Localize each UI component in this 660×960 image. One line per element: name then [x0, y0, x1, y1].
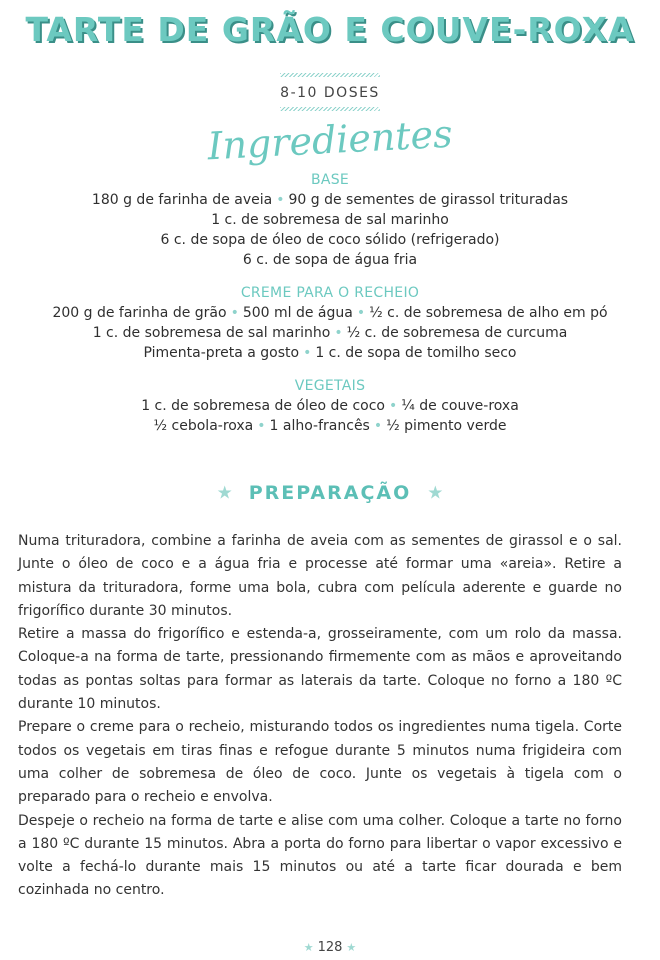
ingredient-item: 1 c. de sopa de tomilho seco	[315, 345, 517, 361]
dot-separator: •	[373, 418, 383, 434]
section-label-base: BASE	[310, 172, 350, 188]
ingredient-line	[0, 398, 660, 414]
dot-separator: •	[334, 325, 343, 341]
ingredient-line	[0, 418, 660, 434]
ingredient-line	[0, 252, 660, 268]
ingredient-item: ½ pimento verde	[386, 418, 507, 434]
ingredient-item: 200 g de farinha de grão	[52, 305, 227, 321]
ingredient-item: ¼ de couve-roxa	[401, 398, 519, 414]
star-icon: ★	[303, 941, 314, 954]
step-paragraph: Numa trituradora, combine a farinha de aveia com as sementes de girassol e o sal. Junte o óleo de coco e a água fria e processe até formar uma «areia». Retire a mistura da trituradora, forme uma bola, cubra com película aderente e guarde no frigorífico durante 30 minutos.	[18, 533, 622, 619]
ingredient-item: 90 g de sementes de girassol trituradas	[288, 192, 569, 208]
star-icon: ★	[346, 941, 357, 954]
preparation-heading: PREPARAÇÃO	[248, 482, 412, 504]
step-paragraph: Despeje o recheio na forma de tarte e alise com uma colher. Coloque a tarte no forno a 180 ºC durante 15 minutos. Abra a porta do forno para libertar o vapor excessivo e volte a fechá-lo durante mais 15 minutos ou até a tarte ficar dourada e bem cozinhada no centro.	[18, 812, 622, 899]
ingredient-line	[0, 325, 660, 341]
ingredients-heading: Ingredientes	[206, 111, 454, 169]
page-footer	[0, 940, 660, 955]
step-paragraph: Retire a massa do frigorífico e estenda-a, grosseiramente, com um rolo da massa. Coloque-a na forma de tarte, pressionando firmemente com as mãos e aproveitando todas as pontas soltas para formar as laterais da tarte. Coloque no forno a 180 ºC durante 10 minutos.	[18, 626, 622, 713]
ingredient-line	[0, 305, 660, 321]
ingredient-line	[0, 212, 660, 228]
dot-separator: •	[257, 418, 266, 434]
ingredient-item: 1 c. de sobremesa de sal marinho	[92, 325, 331, 341]
ingredient-item: ½ cebola-roxa	[153, 418, 254, 434]
recipe-title: TARTE DE GRÃO E COUVE-ROXA	[25, 10, 635, 49]
preparation-header	[0, 482, 660, 504]
ingredient-item: ½ c. de sobremesa de alho em pó	[369, 305, 608, 321]
ingredient-item: 1 c. de sobremesa de sal marinho	[211, 212, 449, 228]
ingredient-item: 500 ml de água	[242, 305, 353, 321]
section-label-vegetables: VEGETAIS	[294, 378, 366, 394]
star-icon: ★	[216, 482, 233, 504]
ingredient-item: 180 g de farinha de aveia	[91, 192, 273, 208]
ingredient-item: 1 c. de sobremesa de óleo de coco	[141, 398, 385, 414]
dot-separator: •	[303, 345, 312, 361]
ingredient-item: Pimenta-preta a gosto	[143, 345, 300, 361]
preparation-steps	[18, 530, 622, 903]
ingredient-line	[0, 345, 660, 361]
ingredient-line	[0, 192, 660, 208]
dot-separator: •	[276, 192, 285, 208]
ingredient-item: 1 alho-francês	[269, 418, 370, 434]
hatch-divider-bottom	[280, 107, 380, 111]
hatch-divider-top	[280, 73, 380, 77]
section-label-filling: CREME PARA O RECHEIO	[240, 285, 420, 301]
ingredient-line	[0, 232, 660, 248]
ingredient-item: ½ c. de sobremesa de curcuma	[346, 325, 568, 341]
dot-separator: •	[230, 305, 239, 321]
page-number: 128	[317, 940, 343, 955]
servings-label: 8-10 DOSES	[280, 85, 380, 101]
dot-separator: •	[356, 305, 366, 321]
ingredient-item: 6 c. de sopa de óleo de coco sólido (refrigerado)	[160, 232, 500, 248]
dot-separator: •	[389, 398, 398, 414]
ingredient-item: 6 c. de sopa de água fria	[242, 252, 418, 268]
step-paragraph: Prepare o creme para o recheio, misturando todos os ingredientes numa tigela. Corte todos os vegetais em tiras finas e refogue durante 5 minutos numa frigideira com uma colher de sobremesa de óleo de coco. Junte os vegetais à tigela com o preparado para o recheio e envolva.	[18, 719, 622, 806]
star-icon: ★	[427, 482, 444, 504]
